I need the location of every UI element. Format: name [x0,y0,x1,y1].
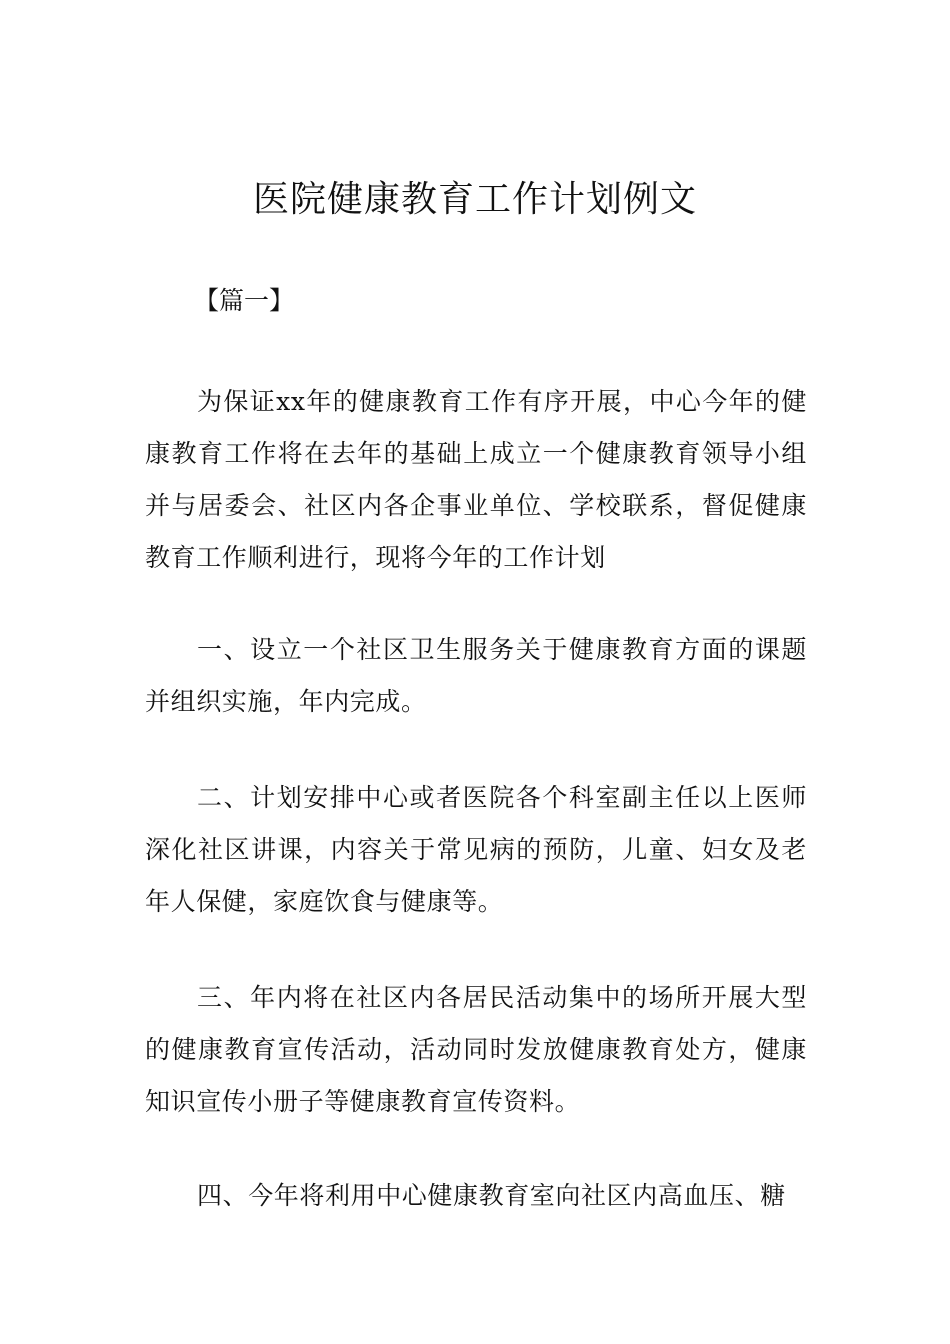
document-title: 医院健康教育工作计划例文 [252,179,697,220]
paragraph-item-2: 二、计划安排中心或者医院各个科室副主任以上医师深化社区讲课，内容关于常见病的预防，儿童、妇女及老年人保健，家庭饮食与健康等。 [145,783,807,916]
paragraph-intro: 为保证xx年的健康教育工作有序开展，中心今年的健康教育工作将在去年的基础上成立一个健康教育领导小组并与居委会、社区内各企事业单位、学校联系，督促健康教育工作顺利进行，现将今年的工作计划 [145,387,807,572]
paragraph-item-3: 三、年内将在社区内各居民活动集中的场所开展大型的健康教育宣传活动，活动同时发放健康教育处方，健康知识宣传小册子等健康教育宣传资料。 [145,983,807,1116]
paragraph-item-4: 四、今年将利用中心健康教育室向社区内高血压、糖 [197,1181,786,1210]
section-label: 【篇一】 [194,286,295,315]
paragraph-item-1: 一、设立一个社区卫生服务关于健康教育方面的课题并组织实施，年内完成。 [145,635,807,716]
